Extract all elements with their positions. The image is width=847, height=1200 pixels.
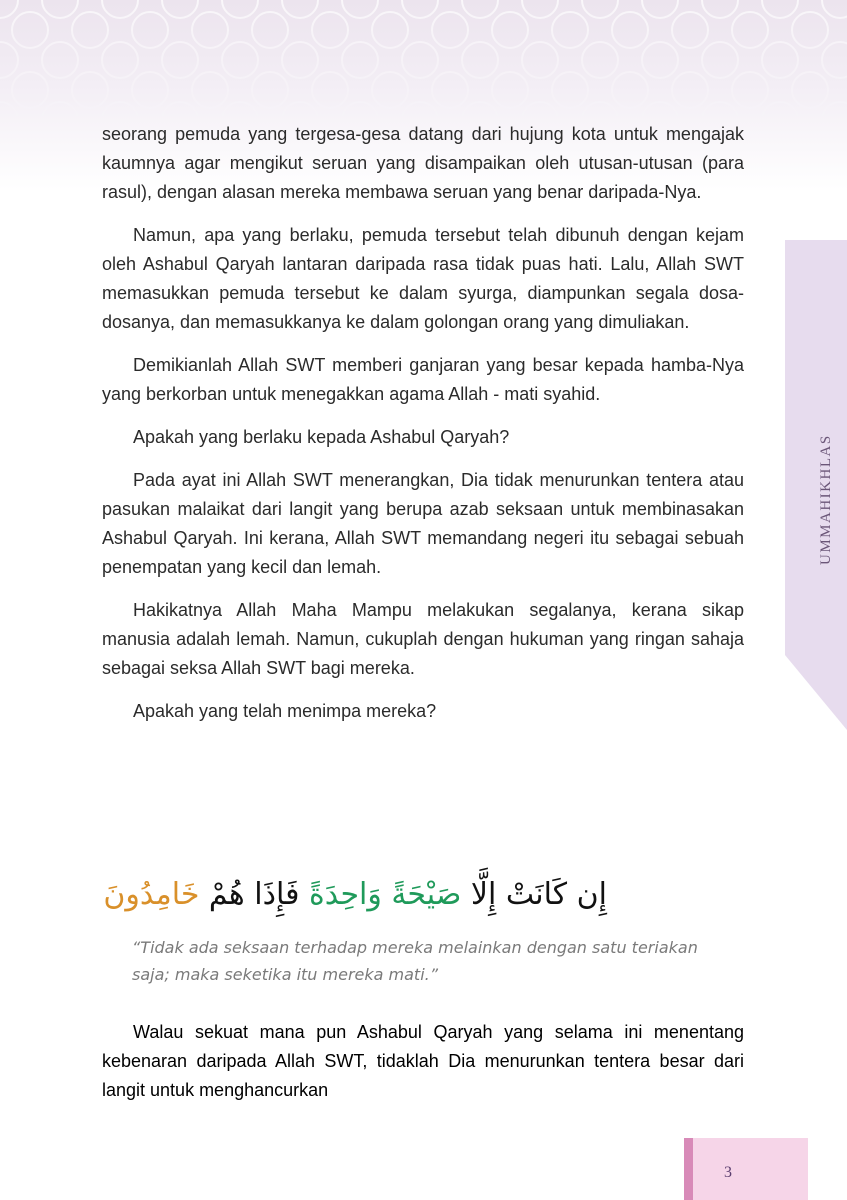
side-title: UMMAHIKHLAS [818, 434, 834, 565]
article-body [102, 120, 744, 740]
paragraph: Pada ayat ini Allah SWT menerangkan, Dia tidak menurunkan tentera atau pasukan malaikat dari langit yang berupa azab seksaan untuk membinasakan Ashabul Qaryah. Ini kerana, Allah SWT memandang negeri itu sebagai sebuah penempatan yang kecil dan lemah. [102, 470, 744, 577]
page-number-box [684, 1138, 808, 1200]
page-number-accent [684, 1138, 693, 1200]
arabic-word: وَاحِدَةً [299, 877, 382, 912]
arabic-word: فَإِذَا [244, 877, 300, 912]
arabic-word: صَيْحَةً [381, 877, 462, 912]
arabic-verse-text [103, 867, 607, 917]
question-heading: Apakah yang berlaku kepada Ashabul Qaryah? [133, 427, 510, 447]
paragraph: seorang pemuda yang tergesa-gesa datang dari hujung kota untuk mengajak kaumnya agar mengikut seruan yang disampaikan oleh utusan-utusan (para rasul), dengan alasan mereka membawa seruan yang benar daripada-Nya. [102, 124, 744, 202]
page-number: 3 [724, 1164, 732, 1181]
paragraph: Demikianlah Allah SWT memberi ganjaran yang besar kepada hamba-Nya yang berkorban untuk menegakkan agama Allah - mati syahid. [102, 355, 744, 404]
paragraph: Hakikatnya Allah Maha Mampu melakukan segalanya, kerana sikap manusia adalah lemah. Namun, cukuplah dengan hukuman yang ringan sahaja sebagai seksa Allah SWT bagi mereka. [102, 600, 744, 678]
paragraph: Namun, apa yang berlaku, pemuda tersebut telah dibunuh dengan kejam oleh Ashabul Qaryah lantaran daripada rasa tidak puas hati. Lalu, Allah SWT memasukkan pemuda tersebut ke dalam syurga, diampunkan segala dosa-dosanya, dan memasukkanya ke dalam golongan orang yang dimuliakan. [102, 225, 744, 332]
verse-translation: “Tidak ada seksaan terhadap mereka melainkan dengan satu teriakan saja; maka seketika itu mereka mati.” [132, 938, 698, 984]
arabic-word: كَانَتْ [496, 877, 568, 912]
side-tab [785, 240, 847, 730]
paragraph: Walau sekuat mana pun Ashabul Qaryah yang selama ini menentang kebenaran daripada Allah SWT, tidaklah Dia menurunkan tentera besar dari langit untuk menghancurkan [102, 1022, 744, 1100]
question-heading: Apakah yang telah menimpa mereka? [133, 701, 437, 721]
arabic-word: هُمْ [199, 877, 245, 912]
arabic-verse [103, 862, 612, 922]
arabic-word: إِن [567, 877, 607, 912]
arabic-word: إِلَّا [461, 877, 497, 912]
article-body-continued [102, 1018, 744, 1119]
arabic-word: خَامِدُونَ [103, 877, 200, 912]
